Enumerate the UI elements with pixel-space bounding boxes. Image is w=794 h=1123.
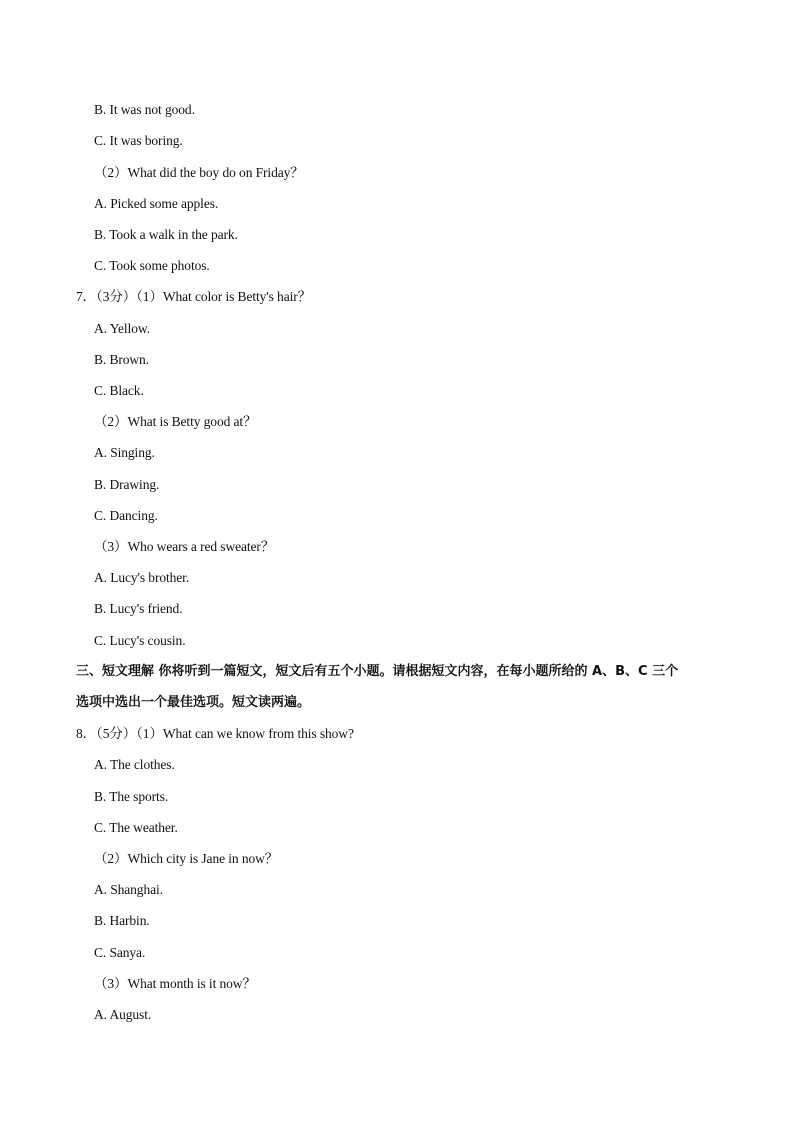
option-c-q6-2: C. Took some photos. — [94, 258, 210, 273]
option-c-q8-2: C. Sanya. — [94, 945, 146, 960]
sub-question-q6-2: （2）What did the boy do on Friday？ — [94, 165, 304, 180]
section-heading: 三、短文理解 你将听到一篇短文，短文后有五个小题。请根据短文内容，在每小题所给的 A、B、C 三个 — [76, 664, 679, 679]
option-a-q7-3: A. Lucy's brother. — [94, 570, 190, 585]
question-8: 8．（5分）（1）What can we know from this show? — [76, 726, 354, 741]
option-b-q7-2: B. Drawing. — [94, 477, 160, 492]
sub-question-q8-2: （2）Which city is Jane in now？ — [94, 851, 279, 866]
option-c-q7-2: C. Dancing. — [94, 508, 158, 523]
option-a-q7-1: A. Yellow. — [94, 321, 150, 336]
option-a-q8-3: A. August. — [94, 1007, 152, 1022]
sub-question-q7-2: （2）What is Betty good at？ — [94, 414, 257, 429]
sub-question-q8-3: （3）What month is it now？ — [94, 976, 256, 991]
option-b-q6-1: B. It was not good. — [94, 102, 195, 117]
option-b-q7-3: B. Lucy's friend. — [94, 601, 183, 616]
option-b-q6-2: B. Took a walk in the park. — [94, 227, 238, 242]
option-c-q7-1: C. Black. — [94, 383, 144, 398]
option-c-q8-1: C. The weather. — [94, 820, 178, 835]
option-c-q6-1: C. It was boring. — [94, 133, 183, 148]
option-a-q8-2: A. Shanghai. — [94, 882, 163, 897]
question-7: 7．（3分）（1）What color is Betty's hair？ — [76, 289, 312, 304]
sub-question-q7-3: （3）Who wears a red sweater？ — [94, 539, 275, 554]
option-a-q8-1: A. The clothes. — [94, 757, 175, 772]
option-a-q7-2: A. Singing. — [94, 445, 155, 460]
option-b-q7-1: B. Brown. — [94, 352, 149, 367]
option-c-q7-3: C. Lucy's cousin. — [94, 633, 186, 648]
option-b-q8-1: B. The sports. — [94, 789, 169, 804]
section-heading-continued: 选项中选出一个最佳选项。短文读两遍。 — [76, 695, 311, 710]
option-b-q8-2: B. Harbin. — [94, 913, 150, 928]
option-a-q6-2: A. Picked some apples. — [94, 196, 219, 211]
